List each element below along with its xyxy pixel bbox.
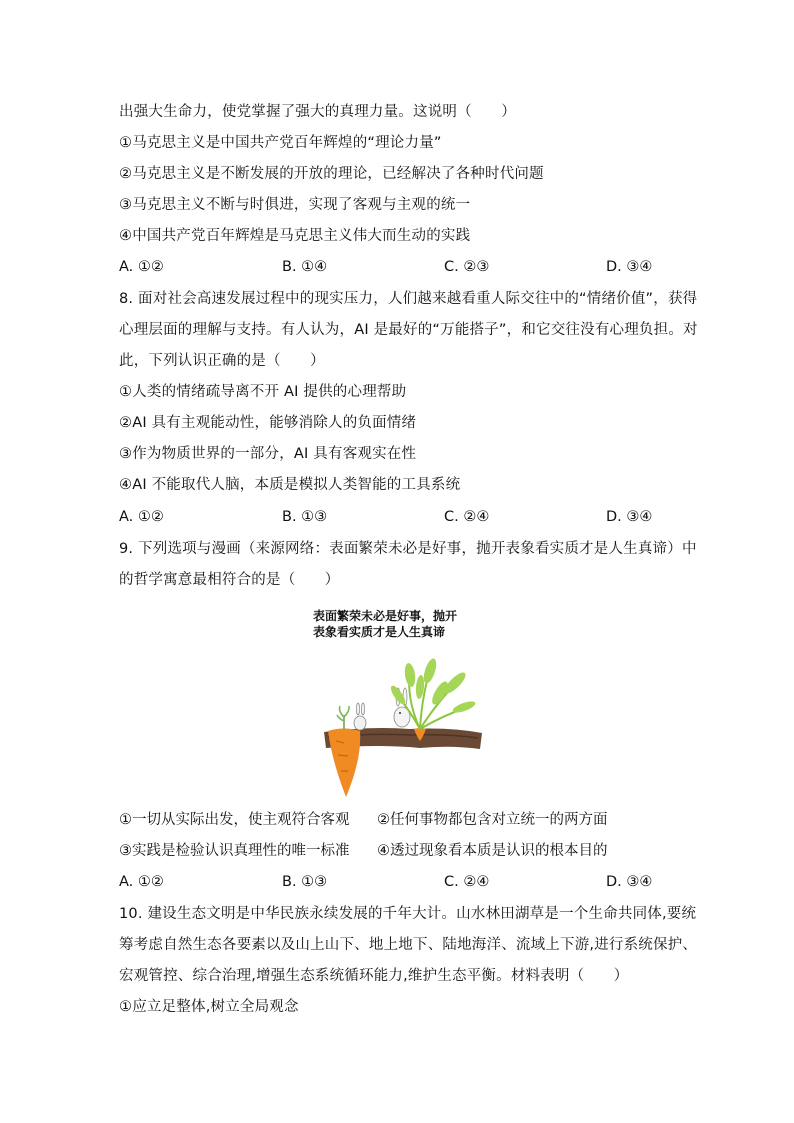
q8-item-3: ③作为物质世界的一部分，AI 具有客观实在性 xyxy=(119,446,417,462)
q9-item-4: ④透过现象看本质是认识的根本目的 xyxy=(377,843,608,859)
q7-option-c[interactable]: C. ②③ xyxy=(444,259,490,275)
q7-stem-tail: 出强大生命力，使党掌握了强大的真理力量。这说明（ ） xyxy=(119,104,516,120)
q7-item-3: ③马克思主义不断与时俱进，实现了客观与主观的统一 xyxy=(119,197,471,213)
cartoon-caption-line-2: 表象看实质才是人生真谛 xyxy=(313,625,446,639)
q7-option-b[interactable]: B. ①④ xyxy=(282,259,328,275)
q8-option-d[interactable]: D. ③④ xyxy=(606,509,653,525)
cartoon-caption-line-1: 表面繁荣未必是好事，抛开 xyxy=(313,609,458,623)
q7-option-d[interactable]: D. ③④ xyxy=(606,259,653,275)
q7-options xyxy=(119,257,679,277)
q9-option-d[interactable]: D. ③④ xyxy=(606,874,653,890)
q10-stem-line-1: 10. 建设生态文明是中华民族永续发展的千年大计。山水林田湖草是一个生命共同体,要统 xyxy=(119,906,697,922)
q8-option-a[interactable]: A. ①② xyxy=(119,509,164,525)
carrot-rabbit-illustration xyxy=(310,649,485,800)
q9-items-row-2 xyxy=(119,841,679,861)
q9-item-3: ③实践是检验认识真理性的唯一标准 xyxy=(119,843,350,859)
q8-stem-line-2: 心理层面的理解与支持。有人认为，AI 是最好的“万能搭子”，和它交往没有心理负担。对 xyxy=(119,322,698,338)
q7-item-2: ②马克思主义是不断发展的开放的理论，已经解决了各种时代问题 xyxy=(119,166,544,182)
q8-options xyxy=(119,507,679,527)
q7-item-4: ④中国共产党百年辉煌是马克思主义伟大而生动的实践 xyxy=(119,228,471,244)
q9-item-1: ①一切从实际出发，使主观符合客观 xyxy=(119,812,350,828)
q9-cartoon xyxy=(310,604,485,800)
q9-options xyxy=(119,872,679,892)
q9-option-c[interactable]: C. ②④ xyxy=(444,874,490,890)
q8-stem-line-1: 8. 面对社会高速发展过程中的现实压力，人们越来越看重人际交往中的“情绪价值”，获得 xyxy=(119,291,698,307)
q8-item-4: ④AI 不能取代人脑，本质是模拟人类智能的工具系统 xyxy=(119,477,461,493)
q8-item-1: ①人类的情绪疏导离不开 AI 提供的心理帮助 xyxy=(119,384,407,400)
q9-stem-line-1: 9. 下列选项与漫画（来源网络：表面繁荣未必是好事，抛开表象看实质才是人生真谛）中 xyxy=(119,541,697,557)
q8-option-b[interactable]: B. ①③ xyxy=(282,509,328,525)
q7-item-1: ①马克思主义是中国共产党百年辉煌的“理论力量” xyxy=(119,135,442,151)
q8-option-c[interactable]: C. ②④ xyxy=(444,509,490,525)
q9-item-2: ②任何事物都包含对立统一的两方面 xyxy=(377,812,608,828)
q10-stem-line-3: 宏观管控、综合治理,增强生态系统循环能力,维护生态平衡。材料表明（ ） xyxy=(119,968,629,984)
q7-option-a[interactable]: A. ①② xyxy=(119,259,164,275)
q9-items-row-1 xyxy=(119,810,679,830)
q8-item-2: ②AI 具有主观能动性，能够消除人的负面情绪 xyxy=(119,415,417,431)
q9-option-b[interactable]: B. ①③ xyxy=(282,874,328,890)
q9-stem-line-2: 的哲学寓意最相符合的是（ ） xyxy=(119,572,340,588)
q10-item-1: ①应立足整体,树立全局观念 xyxy=(119,999,299,1015)
q9-option-a[interactable]: A. ①② xyxy=(119,874,164,890)
q8-stem-line-3: 此，下列认识正确的是（ ） xyxy=(119,353,325,369)
q10-stem-line-2: 筹考虑自然生态各要素以及山上山下、地上地下、陆地海洋、流域上下游,进行系统保护、 xyxy=(119,937,698,953)
